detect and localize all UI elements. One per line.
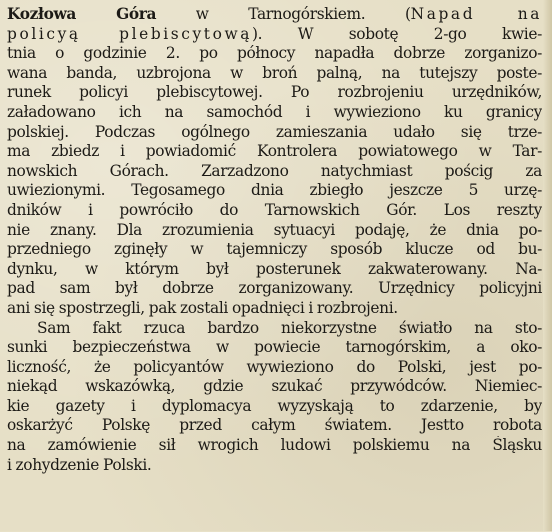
article-line-11: dników i powróciło do Tarnowskich Gór. Los reszty (7, 200, 542, 219)
article-line-14: dynku, w którym był posterunek zakwaterowany. Na- (7, 259, 542, 278)
article-line-13: przedniego zginęły w tajemniczy sposób klucze od bu- (7, 240, 542, 259)
article-line-20: niekąd wskazówką, gdzie szukać przywódców. Niemiec- (7, 377, 542, 396)
article-line-8: ma zbiedz i powiadomić Kontrolera powiatowego w Tar- (7, 142, 542, 161)
article-line-10: uwiezionymi. Tegosamego dnia zbiegło jeszcze 5 urzę- (7, 181, 542, 200)
article-line-5: runek policyi plebiscytowej. Po rozbrojeniu urzędników, (7, 83, 542, 102)
subject-rest: ). W sobotę 2-go kwie- (252, 24, 542, 43)
article-line-12: nie znany. Dla zrozumienia sytuacyi podaję, że dnia po- (7, 220, 542, 239)
subject-spaced: policyą plebiscytową (7, 24, 253, 43)
article-line-24: i zohydzenie Polski. (7, 455, 152, 474)
article-line-21: kie gazety i dyplomacya wyzyskają to zdarzenie, by (7, 396, 542, 415)
article-line-23: na zamówienie sił wrogich ludowi polskiemu na Śląsku (7, 436, 542, 455)
article-line-22: oskarżyć Polskę przed całym światem. Jestto robota (7, 416, 542, 435)
article-line-16: ani się spostrzegli, pak zostali opadnięci i rozbrojeni. (7, 298, 398, 317)
article-line-9: nowskich Górach. Zarzadzono natychmiast pościg za (7, 161, 542, 180)
article-line-1 (7, 5, 542, 25)
article-line-4: wana banda, uzbrojona w broń palną, na tutejszy poste- (7, 63, 542, 82)
article-line-18: sunki bezpieczeństwa w powiecie tarnogórskim, a oko- (7, 338, 542, 357)
article-line-3: tnia o godzinie 2. po północy napadła dobrze zorganizo- (7, 44, 542, 63)
headline-spaced: Napad na (410, 5, 542, 23)
article-line-6: załadowano ich na samochód i wywieziono ku granicy (7, 102, 542, 121)
headline-place: Kozłowa Góra (7, 5, 157, 23)
article-line-2 (7, 25, 542, 45)
article-line-7: polskiej. Podczas ogólnego zamieszania udało się trze- (7, 122, 542, 141)
page-edge-shadow (543, 0, 552, 531)
article-column (7, 5, 542, 475)
headline-rest: w Tarnogórskiem. ( (156, 5, 411, 23)
cut-off-next-line (7, 520, 542, 532)
cut-off-text-fragment (7, 520, 542, 532)
article-line-19: liczność, że policyantów wywieziono do Polski, jest po- (7, 357, 542, 376)
article-line-15: pad sam był dobrze zorganizowany. Urzędnicy policyjni (7, 279, 542, 298)
article-line-17: Sam fakt rzuca bardzo niekorzystne światło na sto- (37, 318, 542, 337)
